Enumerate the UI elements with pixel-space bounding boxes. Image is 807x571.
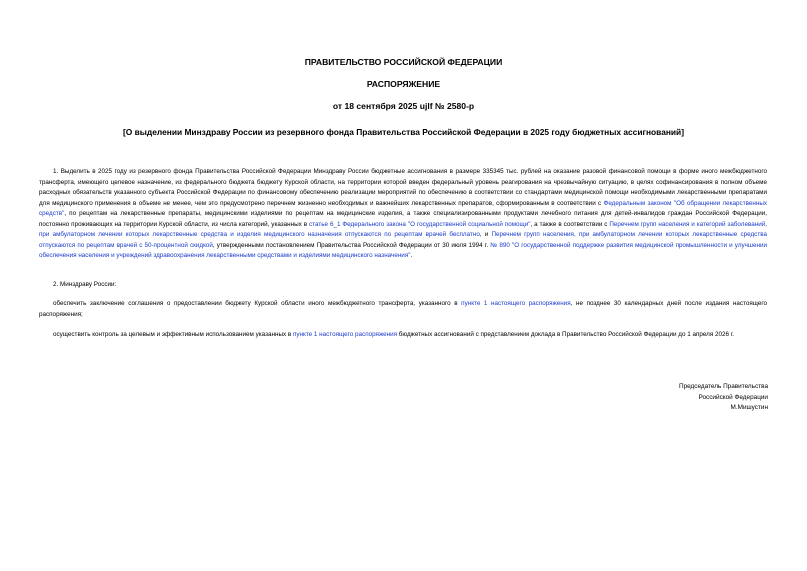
document-title: [О выделении Минздраву России из резервного фонда Правительства Российской Федерации в 2025 году бюджетных ассигнований] <box>122 127 684 137</box>
paragraph-1 <box>39 167 767 262</box>
signature-name: М.Мишустин <box>730 404 768 412</box>
date-number: от 18 сентября 2025 ujlf № 2580-р <box>332 101 475 111</box>
paragraph-1-text-5: , утвержденными постановлением Правительства Российской Федерации от 30 июля 1994 г. <box>212 241 491 249</box>
signature-organization: Российской Федерации <box>698 393 768 401</box>
paragraph-4-text-1: осуществить контроль за целевым и эффективным использованием указанных в <box>53 331 293 338</box>
paragraph-1-text-2: , по рецептам на лекарственные препараты, медицинскими изделиями по рецептам на медицинские изделия, а также специализированными продуктами лечебного питания для детей-инвалидов граждан Российской Федерации, постоянно проживающих на территории Курской области, из числа категорий, указанных в <box>39 210 767 228</box>
paragraph-3 <box>39 299 767 320</box>
list-link-free-prescriptions[interactable]: Перечнем групп населения и категорий заболеваний, при амбулаторном лечении которых лекарственные средства и изделия медицинского назначения отпускаются по рецептам врачей бесплатно <box>39 220 768 238</box>
signature-block <box>679 382 768 414</box>
resolution-link-890[interactable]: № 890 "О государственной поддержке развития медицинской промышленности и улучшении обеспечения населения и учреждений здравоохранения лекарственными средствами и изделиями медицинского назначения" <box>39 241 767 259</box>
paragraph-2: 2. Минздраву России: <box>53 281 117 288</box>
point-1-link-2[interactable]: пункте 1 настоящего распоряжения <box>292 331 398 338</box>
signature-position: Председатель Правительства <box>679 383 768 390</box>
paragraph-3-text-1: обеспечить заключение соглашения о предоставлении бюджету Курской области иного межбюджетного трансферта, указанного в <box>53 300 462 307</box>
law-link-social-assistance[interactable]: статье 6_1 Федерального закона "О государственной социальной помощи" <box>309 220 531 228</box>
paragraph-4 <box>39 330 767 341</box>
paragraph-3-text-2: , не позднее 30 календарных дней после издания настоящего распоряжения; <box>39 300 768 318</box>
document-type: РАСПОРЯЖЕНИЕ <box>366 79 441 89</box>
government-heading: ПРАВИТЕЛЬСТВО РОССИЙСКОЙ ФЕДЕРАЦИИ <box>304 57 503 67</box>
paragraph-1-text-4: , и <box>479 231 492 238</box>
list-link-discount-prescriptions[interactable]: Перечнем групп населения, при амбулаторном лечении которых лекарственные средства отпускаются по рецептам врачей с 50-процентной скидкой <box>39 231 767 249</box>
paragraph-1-text-1: 1. Выделить в 2025 году из резервного фонда Правительства Российской Федерации Минздраву России бюджетные ассигнования в размере 335345 тыс. рублей на оказание разовой финансовой помощи в форме иного межбюджетного трансферта, имеющего целевое назначение, из федерального бюджета бюджету Курской области, на территории которой введен федеральный уровень реагирования на чрезвычайную ситуацию, в целях софинансирования в полном объеме расходных обязательств указанного субъекта Российской Федерации по финансовому обеспечению реализации мероприятий по обеспечению в соответствии со стандартами медицинской помощи необходимыми лекарственными препаратами для медицинского применения в объеме не менее, чем это предусмотрено перечнем жизненно необходимых и важнейших лекарственных препаратов, сформированным в соответствии с <box>39 168 767 207</box>
paragraph-4-text-2: бюджетных ассигнований с представлением доклада в Правительство Российской Федерации до 1 апреля 2026 г. <box>397 331 735 338</box>
point-1-link[interactable]: пункте 1 настоящего распоряжения <box>461 300 571 307</box>
paragraph-1-text-6: . <box>410 252 413 259</box>
law-link-circulation[interactable]: Федеральным законом "Об обращении лекарственных средств" <box>39 199 767 217</box>
paragraph-1-text-3: , а также в соответствии с <box>530 220 610 228</box>
